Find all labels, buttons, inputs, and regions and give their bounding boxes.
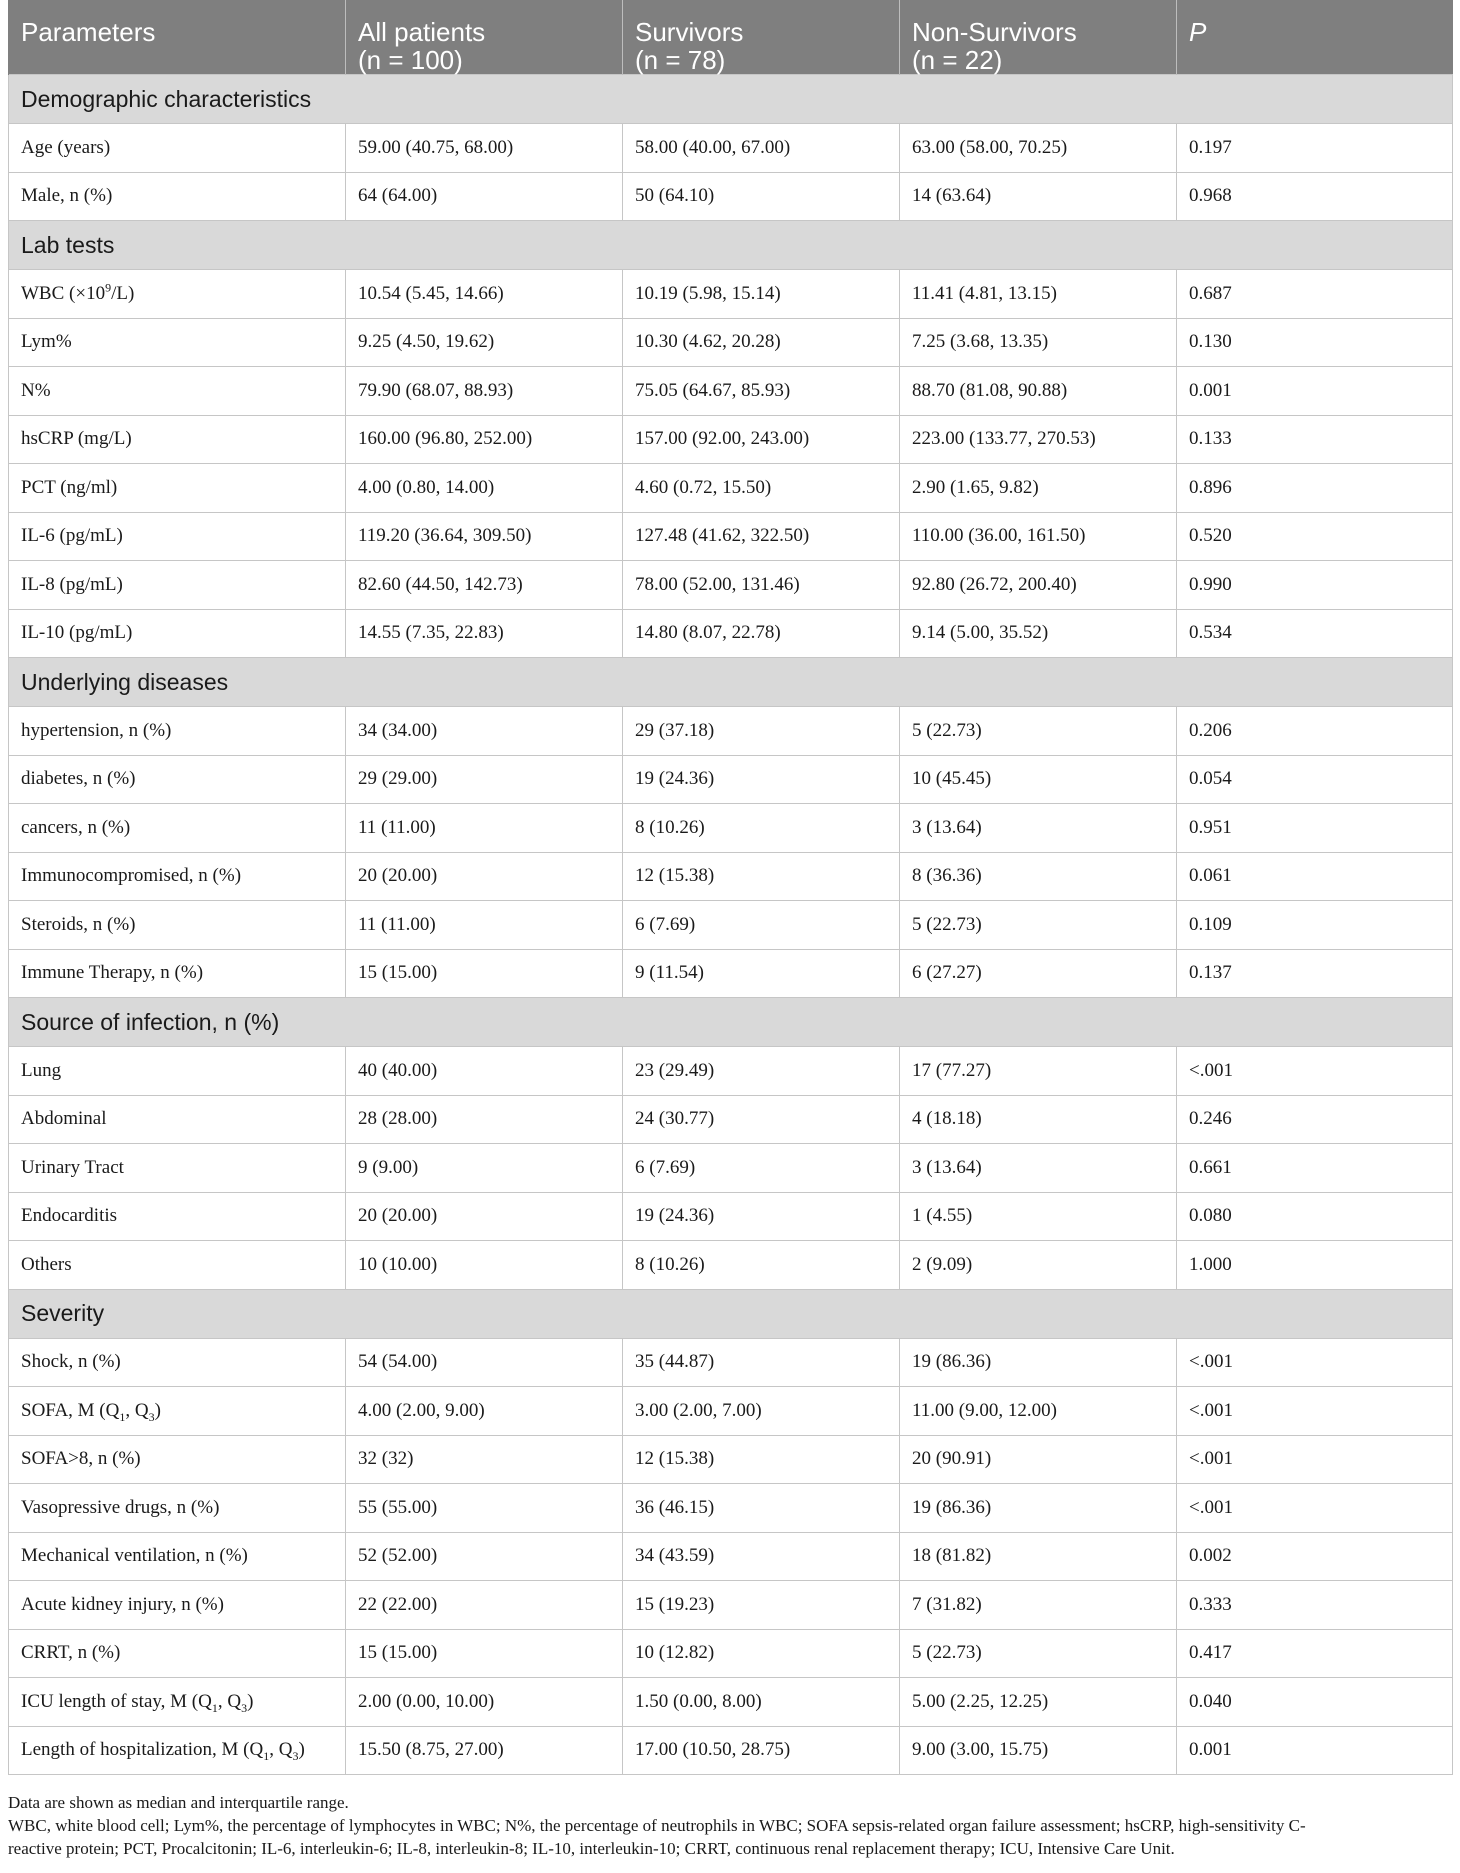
table-row xyxy=(9,1387,1453,1436)
value-cell: 18 (81.82) xyxy=(900,1532,1177,1581)
value-cell: 15.50 (8.75, 27.00) xyxy=(346,1726,623,1775)
value-cell: 15 (15.00) xyxy=(346,949,623,998)
parameter-cell: Lung xyxy=(9,1047,346,1096)
value-cell: 10 (45.45) xyxy=(900,755,1177,804)
p-value-cell: 0.990 xyxy=(1177,561,1453,610)
header-text: (n = 100) xyxy=(358,45,463,75)
p-value-cell: <.001 xyxy=(1177,1484,1453,1533)
value-cell: 3 (13.64) xyxy=(900,1144,1177,1193)
header-text: (n = 78) xyxy=(635,45,726,75)
table-row xyxy=(9,804,1453,853)
value-cell: 10 (10.00) xyxy=(346,1241,623,1290)
table-row xyxy=(9,367,1453,416)
value-cell: 11.00 (9.00, 12.00) xyxy=(900,1387,1177,1436)
parameter-text: , Q xyxy=(269,1739,293,1761)
header-text: All patients xyxy=(358,17,486,47)
parameter-cell: Abdominal xyxy=(9,1095,346,1144)
p-value-cell: 0.001 xyxy=(1177,367,1453,416)
parameter-cell xyxy=(9,270,346,319)
value-cell: 35 (44.87) xyxy=(623,1338,900,1387)
value-cell: 64 (64.00) xyxy=(346,172,623,221)
value-cell: 20 (90.91) xyxy=(900,1435,1177,1484)
parameter-cell: cancers, n (%) xyxy=(9,804,346,853)
parameter-cell: hypertension, n (%) xyxy=(9,707,346,756)
value-cell: 19 (24.36) xyxy=(623,755,900,804)
value-cell: 88.70 (81.08, 90.88) xyxy=(900,367,1177,416)
parameter-cell: Endocarditis xyxy=(9,1192,346,1241)
section-title: Severity xyxy=(9,1289,1453,1338)
value-cell: 58.00 (40.00, 67.00) xyxy=(623,124,900,173)
table-row xyxy=(9,707,1453,756)
table-row xyxy=(9,1047,1453,1096)
parameter-text: /L) xyxy=(111,282,135,304)
value-cell: 10 (12.82) xyxy=(623,1629,900,1678)
p-value-cell: 0.040 xyxy=(1177,1678,1453,1727)
value-cell: 9 (9.00) xyxy=(346,1144,623,1193)
parameter-text: 9 xyxy=(105,280,112,295)
parameter-cell xyxy=(9,1678,346,1727)
value-cell: 110.00 (36.00, 161.50) xyxy=(900,512,1177,561)
table-row xyxy=(9,1629,1453,1678)
p-value-cell: 0.130 xyxy=(1177,318,1453,367)
parameter-cell xyxy=(9,1726,346,1775)
table-row xyxy=(9,1338,1453,1387)
table-row xyxy=(9,512,1453,561)
value-cell: 223.00 (133.77, 270.53) xyxy=(900,415,1177,464)
parameter-cell xyxy=(9,1387,346,1436)
value-cell: 7 (31.82) xyxy=(900,1581,1177,1630)
value-cell: 14.80 (8.07, 22.78) xyxy=(623,609,900,658)
section-title: Source of infection, n (%) xyxy=(9,998,1453,1047)
table-container xyxy=(8,0,1452,1775)
p-value-cell: 0.246 xyxy=(1177,1095,1453,1144)
p-value-cell: 0.968 xyxy=(1177,172,1453,221)
value-cell: 29 (37.18) xyxy=(623,707,900,756)
table-header-row xyxy=(9,0,1453,75)
table-row xyxy=(9,1532,1453,1581)
value-cell: 63.00 (58.00, 70.25) xyxy=(900,124,1177,173)
value-cell: 9.14 (5.00, 35.52) xyxy=(900,609,1177,658)
value-cell: 12 (15.38) xyxy=(623,1435,900,1484)
parameter-cell: IL-8 (pg/mL) xyxy=(9,561,346,610)
footnote-abbreviations-2: reactive protein; PCT, Procalcitonin; IL-6, interleukin-6; IL-8, interleukin-8; IL-10, interleukin-10; CRRT, continuous renal replacement therapy; ICU, Intensive Care Unit. xyxy=(8,1839,1175,1858)
p-value-cell: 0.061 xyxy=(1177,852,1453,901)
p-value-cell: <.001 xyxy=(1177,1338,1453,1387)
value-cell: 6 (7.69) xyxy=(623,901,900,950)
table-row xyxy=(9,1484,1453,1533)
parameter-cell: Immunocompromised, n (%) xyxy=(9,852,346,901)
p-value-cell: 0.534 xyxy=(1177,609,1453,658)
p-value-cell: <.001 xyxy=(1177,1435,1453,1484)
parameter-cell: hsCRP (mg/L) xyxy=(9,415,346,464)
parameter-cell: Age (years) xyxy=(9,124,346,173)
parameter-text: 1 xyxy=(119,1409,126,1424)
header-text: Non-Survivors xyxy=(912,17,1077,47)
value-cell: 14 (63.64) xyxy=(900,172,1177,221)
table-row xyxy=(9,1581,1453,1630)
value-cell: 11.41 (4.81, 13.15) xyxy=(900,270,1177,319)
parameter-text: ) xyxy=(154,1399,161,1421)
value-cell: 82.60 (44.50, 142.73) xyxy=(346,561,623,610)
value-cell: 20 (20.00) xyxy=(346,1192,623,1241)
value-cell: 8 (10.26) xyxy=(623,804,900,853)
p-value-cell: 0.333 xyxy=(1177,1581,1453,1630)
value-cell: 24 (30.77) xyxy=(623,1095,900,1144)
value-cell: 119.20 (36.64, 309.50) xyxy=(346,512,623,561)
value-cell: 10.30 (4.62, 20.28) xyxy=(623,318,900,367)
value-cell: 28 (28.00) xyxy=(346,1095,623,1144)
parameter-cell: Immune Therapy, n (%) xyxy=(9,949,346,998)
value-cell: 36 (46.15) xyxy=(623,1484,900,1533)
table-row xyxy=(9,1192,1453,1241)
value-cell: 55 (55.00) xyxy=(346,1484,623,1533)
value-cell: 3 (13.64) xyxy=(900,804,1177,853)
header-p-value xyxy=(1177,0,1453,75)
parameter-cell: Steroids, n (%) xyxy=(9,901,346,950)
value-cell: 9.00 (3.00, 15.75) xyxy=(900,1726,1177,1775)
table-row xyxy=(9,415,1453,464)
section-title: Demographic characteristics xyxy=(9,75,1453,124)
parameter-text: , Q xyxy=(125,1399,149,1421)
value-cell: 92.80 (26.72, 200.40) xyxy=(900,561,1177,610)
table-row xyxy=(9,561,1453,610)
table-footnotes xyxy=(8,1791,1452,1860)
value-cell: 11 (11.00) xyxy=(346,804,623,853)
p-value-cell: 0.896 xyxy=(1177,464,1453,513)
value-cell: 19 (86.36) xyxy=(900,1338,1177,1387)
value-cell: 5 (22.73) xyxy=(900,1629,1177,1678)
value-cell: 4.60 (0.72, 15.50) xyxy=(623,464,900,513)
footnote-data-format: Data are shown as median and interquartile range. xyxy=(8,1793,349,1812)
section-row xyxy=(9,658,1453,707)
value-cell: 2 (9.09) xyxy=(900,1241,1177,1290)
table-row xyxy=(9,1095,1453,1144)
parameter-text: SOFA, M (Q xyxy=(21,1399,120,1421)
table-row xyxy=(9,949,1453,998)
value-cell: 15 (19.23) xyxy=(623,1581,900,1630)
header-parameters xyxy=(9,0,346,75)
parameter-cell: Acute kidney injury, n (%) xyxy=(9,1581,346,1630)
value-cell: 11 (11.00) xyxy=(346,901,623,950)
value-cell: 12 (15.38) xyxy=(623,852,900,901)
parameter-text: 1 xyxy=(263,1749,270,1764)
table-row xyxy=(9,1144,1453,1193)
value-cell: 29 (29.00) xyxy=(346,755,623,804)
value-cell: 34 (34.00) xyxy=(346,707,623,756)
value-cell: 10.54 (5.45, 14.66) xyxy=(346,270,623,319)
parameter-cell: Shock, n (%) xyxy=(9,1338,346,1387)
table-row xyxy=(9,1435,1453,1484)
p-value-cell: <.001 xyxy=(1177,1387,1453,1436)
p-value-cell: 0.197 xyxy=(1177,124,1453,173)
value-cell: 79.90 (68.07, 88.93) xyxy=(346,367,623,416)
header-non-survivors xyxy=(900,0,1177,75)
p-value-cell: 0.002 xyxy=(1177,1532,1453,1581)
value-cell: 160.00 (96.80, 252.00) xyxy=(346,415,623,464)
parameter-cell: Mechanical ventilation, n (%) xyxy=(9,1532,346,1581)
value-cell: 4 (18.18) xyxy=(900,1095,1177,1144)
footnote-abbreviations-1: WBC, white blood cell; Lym%, the percentage of lymphocytes in WBC; N%, the percentage of neutrophils in WBC; SOFA sepsis-related organ failure assessment; hsCRP, high-sensitivity C- xyxy=(8,1816,1306,1835)
section-row xyxy=(9,998,1453,1047)
parameter-cell: Lym% xyxy=(9,318,346,367)
header-text: Survivors xyxy=(635,17,744,47)
clinical-characteristics-table xyxy=(8,0,1453,1775)
table-row xyxy=(9,1678,1453,1727)
value-cell: 8 (36.36) xyxy=(900,852,1177,901)
table-row xyxy=(9,852,1453,901)
header-text: (n = 22) xyxy=(912,45,1003,75)
value-cell: 2.90 (1.65, 9.82) xyxy=(900,464,1177,513)
p-value-cell: 0.687 xyxy=(1177,270,1453,319)
parameter-cell: SOFA>8, n (%) xyxy=(9,1435,346,1484)
value-cell: 14.55 (7.35, 22.83) xyxy=(346,609,623,658)
p-value-cell: 0.109 xyxy=(1177,901,1453,950)
value-cell: 4.00 (0.80, 14.00) xyxy=(346,464,623,513)
section-row xyxy=(9,221,1453,270)
parameter-cell: Vasopressive drugs, n (%) xyxy=(9,1484,346,1533)
value-cell: 8 (10.26) xyxy=(623,1241,900,1290)
header-text: P xyxy=(1189,17,1207,47)
p-value-cell: 0.133 xyxy=(1177,415,1453,464)
parameter-cell: IL-6 (pg/mL) xyxy=(9,512,346,561)
header-survivors xyxy=(623,0,900,75)
p-value-cell: 0.080 xyxy=(1177,1192,1453,1241)
value-cell: 23 (29.49) xyxy=(623,1047,900,1096)
value-cell: 50 (64.10) xyxy=(623,172,900,221)
value-cell: 5 (22.73) xyxy=(900,707,1177,756)
parameter-cell: Male, n (%) xyxy=(9,172,346,221)
parameter-cell: Others xyxy=(9,1241,346,1290)
value-cell: 9.25 (4.50, 19.62) xyxy=(346,318,623,367)
value-cell: 22 (22.00) xyxy=(346,1581,623,1630)
p-value-cell: 0.001 xyxy=(1177,1726,1453,1775)
value-cell: 32 (32) xyxy=(346,1435,623,1484)
parameter-text: 3 xyxy=(292,1749,299,1764)
parameter-text: 1 xyxy=(211,1700,218,1715)
value-cell: 52 (52.00) xyxy=(346,1532,623,1581)
value-cell: 17 (77.27) xyxy=(900,1047,1177,1096)
value-cell: 15 (15.00) xyxy=(346,1629,623,1678)
header-text: Parameters xyxy=(21,17,156,47)
value-cell: 54 (54.00) xyxy=(346,1338,623,1387)
p-value-cell: 0.520 xyxy=(1177,512,1453,561)
table-row xyxy=(9,1726,1453,1775)
parameter-text: WBC (×10 xyxy=(21,282,106,304)
parameter-text: ) xyxy=(298,1739,305,1761)
table-row xyxy=(9,755,1453,804)
section-title: Lab tests xyxy=(9,221,1453,270)
value-cell: 40 (40.00) xyxy=(346,1047,623,1096)
parameter-cell: IL-10 (pg/mL) xyxy=(9,609,346,658)
value-cell: 75.05 (64.67, 85.93) xyxy=(623,367,900,416)
table-row xyxy=(9,318,1453,367)
parameter-text: 3 xyxy=(241,1700,248,1715)
value-cell: 4.00 (2.00, 9.00) xyxy=(346,1387,623,1436)
parameter-text: ICU length of stay, M (Q xyxy=(21,1690,212,1712)
parameter-text: 3 xyxy=(148,1409,155,1424)
table-row xyxy=(9,172,1453,221)
value-cell: 5 (22.73) xyxy=(900,901,1177,950)
parameter-cell: PCT (ng/ml) xyxy=(9,464,346,513)
table-row xyxy=(9,609,1453,658)
value-cell: 7.25 (3.68, 13.35) xyxy=(900,318,1177,367)
header-all-patients xyxy=(346,0,623,75)
value-cell: 19 (86.36) xyxy=(900,1484,1177,1533)
value-cell: 78.00 (52.00, 131.46) xyxy=(623,561,900,610)
value-cell: 3.00 (2.00, 7.00) xyxy=(623,1387,900,1436)
value-cell: 157.00 (92.00, 243.00) xyxy=(623,415,900,464)
table-row xyxy=(9,901,1453,950)
table-row xyxy=(9,270,1453,319)
value-cell: 2.00 (0.00, 10.00) xyxy=(346,1678,623,1727)
p-value-cell: 0.137 xyxy=(1177,949,1453,998)
value-cell: 6 (7.69) xyxy=(623,1144,900,1193)
table-row xyxy=(9,124,1453,173)
parameter-cell: N% xyxy=(9,367,346,416)
value-cell: 1.50 (0.00, 8.00) xyxy=(623,1678,900,1727)
value-cell: 127.48 (41.62, 322.50) xyxy=(623,512,900,561)
parameter-text: ) xyxy=(247,1690,254,1712)
value-cell: 34 (43.59) xyxy=(623,1532,900,1581)
p-value-cell: 1.000 xyxy=(1177,1241,1453,1290)
section-row xyxy=(9,75,1453,124)
parameter-cell: diabetes, n (%) xyxy=(9,755,346,804)
p-value-cell: <.001 xyxy=(1177,1047,1453,1096)
parameter-cell: CRRT, n (%) xyxy=(9,1629,346,1678)
value-cell: 17.00 (10.50, 28.75) xyxy=(623,1726,900,1775)
p-value-cell: 0.206 xyxy=(1177,707,1453,756)
table-row xyxy=(9,1241,1453,1290)
value-cell: 9 (11.54) xyxy=(623,949,900,998)
parameter-cell: Urinary Tract xyxy=(9,1144,346,1193)
value-cell: 1 (4.55) xyxy=(900,1192,1177,1241)
value-cell: 59.00 (40.75, 68.00) xyxy=(346,124,623,173)
p-value-cell: 0.054 xyxy=(1177,755,1453,804)
section-title: Underlying diseases xyxy=(9,658,1453,707)
p-value-cell: 0.661 xyxy=(1177,1144,1453,1193)
table-row xyxy=(9,464,1453,513)
p-value-cell: 0.417 xyxy=(1177,1629,1453,1678)
section-row xyxy=(9,1289,1453,1338)
value-cell: 19 (24.36) xyxy=(623,1192,900,1241)
parameter-text: Length of hospitalization, M (Q xyxy=(21,1739,264,1761)
parameter-text: , Q xyxy=(217,1690,242,1712)
p-value-cell: 0.951 xyxy=(1177,804,1453,853)
value-cell: 10.19 (5.98, 15.14) xyxy=(623,270,900,319)
value-cell: 5.00 (2.25, 12.25) xyxy=(900,1678,1177,1727)
value-cell: 6 (27.27) xyxy=(900,949,1177,998)
value-cell: 20 (20.00) xyxy=(346,852,623,901)
